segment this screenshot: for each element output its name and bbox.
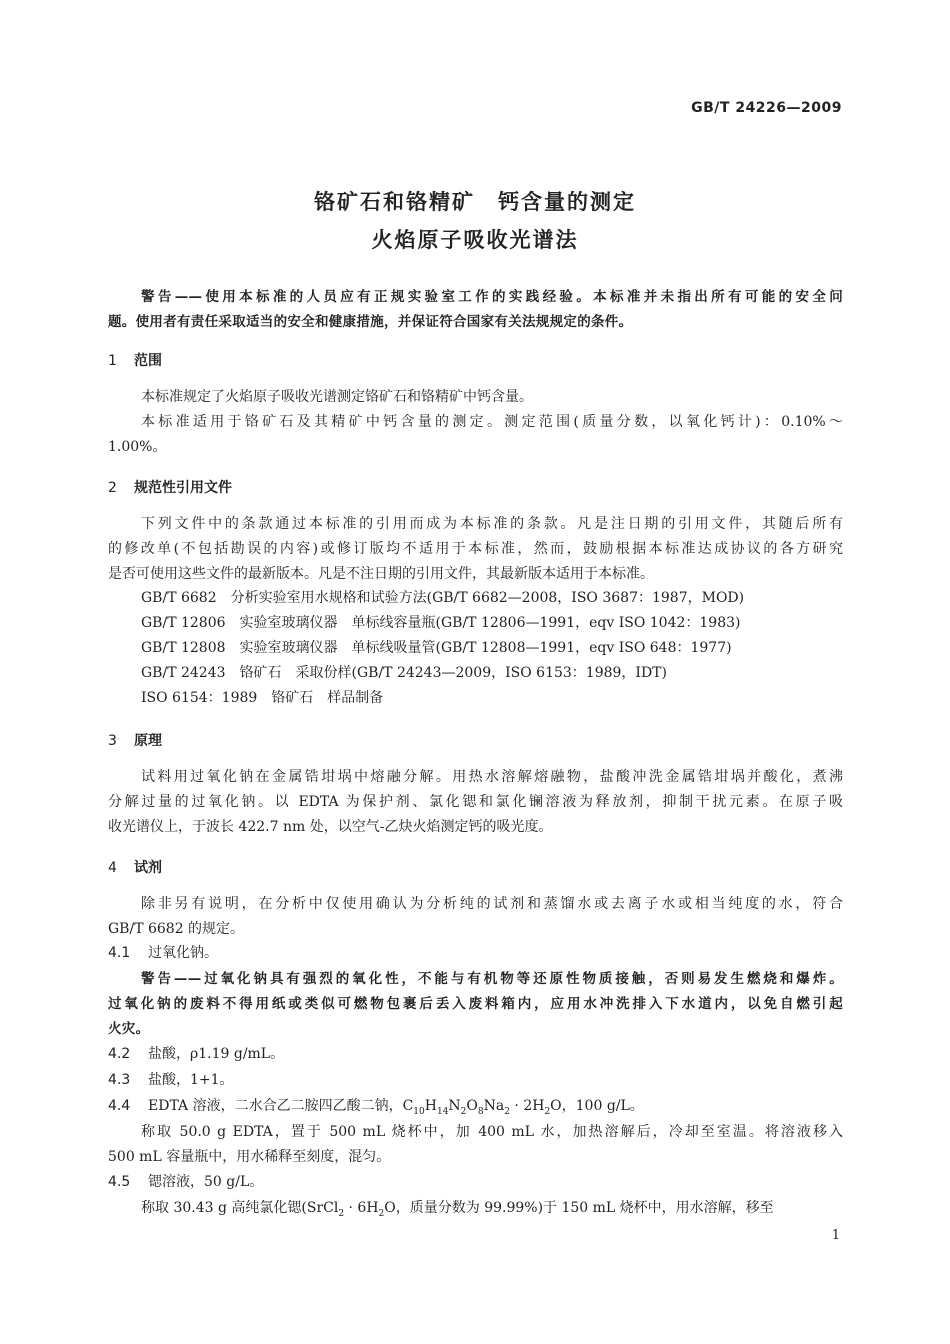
section-title: 规范性引用文件 [134,480,232,496]
item-text: 盐酸，ρ1.19 g/mL。 [148,1046,285,1062]
section-3-paragraph-line3: 收光谱仪上，于波长 422.7 nm 处，以空气-乙炔火焰测定钙的吸光度。 [108,819,553,835]
item-4-4-paragraph-line2: 500 mL 容量瓶中，用水稀释至刻度，混匀。 [108,1149,391,1165]
item-4-3 [108,1069,234,1089]
section-number: 3 [108,733,117,749]
section-3-heading [108,730,162,750]
item-4-5-paragraph-line1: 称取 30.43 g 高纯氯化锶(SrCl$_2$ · $6H_2O$，质量分数为 99.99%)于 150 mL 烧杯中，用水溶解，移至 [141,1200,774,1219]
section-title: 原理 [134,733,162,749]
section-3-paragraph-line2: 分解过量的过氧化钠。以 EDTA 为保护剂、氯化锶和氯化镧溶液为释放剂，抑制干扰元素。在原子吸 [108,794,843,810]
warning-line1: 警告——使用本标准的人员应有正规实验室工作的实践经验。本标准并未指出所有可能的安全问 [141,289,843,305]
warning-line2: 题。使用者有责任采取适当的安全和健康措施，并保证符合国家有关法规规定的条件。 [108,314,633,330]
item-number: 4.4 [108,1098,131,1114]
standard-code: GB/T 24226—2009 [691,100,842,116]
item-number: 4.5 [108,1174,131,1190]
item-4-2 [108,1043,284,1063]
item-text: 过氧化钠。 [148,945,218,961]
reference-item: GB/T 12808 实验室玻璃仪器 单标线吸量管(GB/T 12808—1991，eqv ISO 648：1977) [141,640,732,656]
section-4-heading [108,857,162,877]
section-2-paragraph-line3: 是否可使用这些文件的最新版本。凡是不注日期的引用文件，其最新版本适用于本标准。 [108,566,654,582]
reference-item: ISO 6154：1989 铬矿石 样品制备 [141,690,384,706]
item-4-5 [108,1171,263,1191]
page-number: 1 [831,1228,840,1243]
section-1-paragraph-1: 本标准规定了火焰原子吸收光谱测定铬矿石和铬精矿中钙含量。 [141,389,533,405]
item-4-4-paragraph-line1: 称取 50.0 g EDTA，置于 500 mL 烧杯中，加 400 mL 水，加热溶解后，冷却至室温。将溶液移入 [141,1124,843,1140]
section-3-paragraph-line1: 试料用过氧化钠在金属锆坩埚中熔融分解。用热水溶解熔融物，盐酸冲洗金属锆坩埚并酸化，煮沸 [141,769,843,785]
section-number: 4 [108,860,117,876]
section-1-heading [108,350,162,370]
item-text: 锶溶液，50 g/L。 [148,1174,264,1190]
item-text: EDTA 溶液，二水合乙二胺四乙酸二钠，$C_{10}H_{14}N_2O_8Na_2 \cdot 2H_2O$，100 g/L。 [148,1098,644,1117]
section-number: 1 [108,353,117,369]
section-4-paragraph-line1: 除非另有说明，在分析中仅使用确认为分析纯的试剂和蒸馏水或去离子水或相当纯度的水，符合 [141,896,843,912]
item-number: 4.1 [108,945,131,961]
warning-4-1-line3: 火灾。 [108,1021,150,1037]
warning-4-1-line2: 过氧化钠的废料不得用纸或类似可燃物包裹后丢入废料箱内，应用水冲洗排入下水道内，以免自燃引起 [108,996,843,1012]
section-title: 试剂 [134,860,162,876]
section-4-paragraph-line2: GB/T 6682 的规定。 [108,921,245,937]
section-1-paragraph-2-cont: 1.00%。 [108,439,167,455]
document-title-line2: 火焰原子吸收光谱法 [371,228,579,252]
reference-item: GB/T 24243 铬矿石 采取份样(GB/T 24243—2009，ISO 6153：1989，IDT) [141,665,667,681]
reference-item: GB/T 6682 分析实验室用水规格和试验方法(GB/T 6682—2008，ISO 3687：1987，MOD) [141,590,745,606]
section-2-heading [108,477,232,497]
section-title: 范围 [134,353,162,369]
item-4-1 [108,942,218,962]
document-title-line1: 铬矿石和铬精矿 钙含量的测定 [314,190,636,214]
warning-4-1-line1: 警告——过氧化钠具有强烈的氧化性，不能与有机物等还原性物质接触，否则易发生燃烧和爆炸。 [141,971,843,987]
item-number: 4.2 [108,1046,131,1062]
item-number: 4.3 [108,1072,131,1088]
section-2-paragraph-line2: 的修改单(不包括勘误的内容)或修订版均不适用于本标准，然而，鼓励根据本标准达成协议的各方研究 [108,541,843,557]
item-text: 盐酸，1+1。 [148,1072,234,1088]
section-1-paragraph-2: 本标准适用于铬矿石及其精矿中钙含量的测定。测定范围(质量分数，以氧化钙计)：0.10%～ [141,414,843,430]
section-number: 2 [108,480,117,496]
section-2-paragraph-line1: 下列文件中的条款通过本标准的引用而成为本标准的条款。凡是注日期的引用文件，其随后所有 [141,516,843,532]
reference-item: GB/T 12806 实验室玻璃仪器 单标线容量瓶(GB/T 12806—1991，eqv ISO 1042：1983) [141,615,741,631]
item-4-4 [108,1095,644,1117]
